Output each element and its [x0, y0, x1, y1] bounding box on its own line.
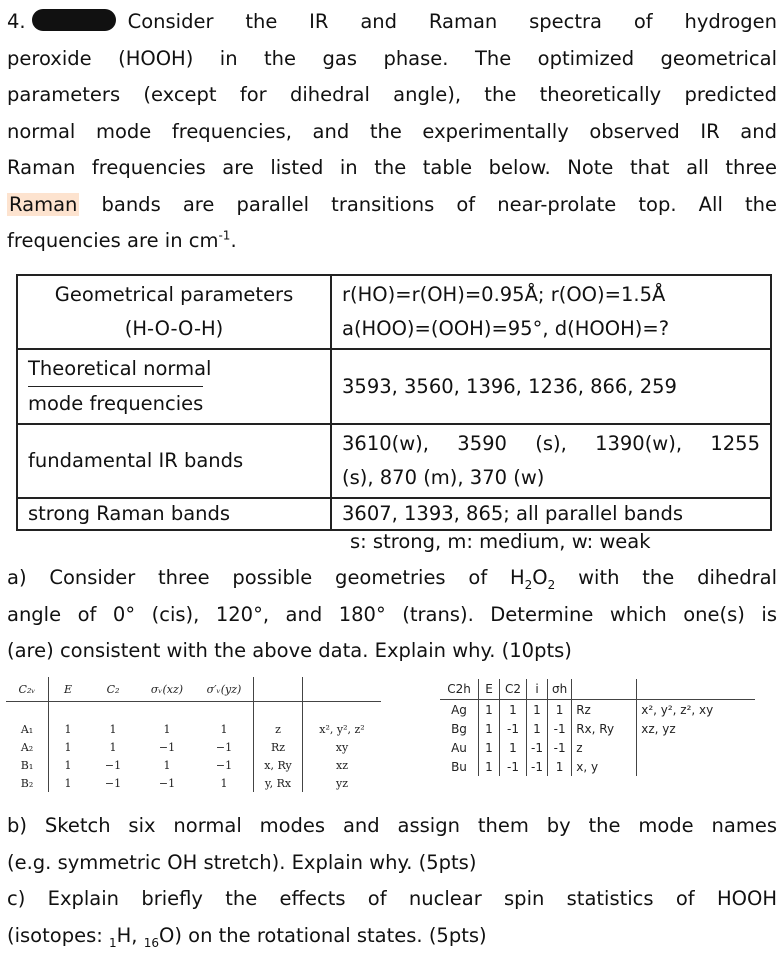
part-a-line-2: angle of 0° (cis), 120°, and 180° (trans). Determine which one(s) is — [7, 602, 777, 626]
spectra-data-table — [16, 274, 772, 531]
intro-line-5: Raman frequencies are listed in the table below. Note that all three — [7, 156, 777, 179]
question-number: 4. — [7, 10, 26, 33]
table-row: Bu 1 -1 -1 1 x, y — [440, 757, 755, 776]
part-b — [7, 808, 777, 881]
question-intro: 4. Consider the IR and Raman spectra of hydrogen peroxide (HOOH) in the gas phase. The optimized geometrical parameters (except for dihedral angle), the theoretically predicted normal mode frequencies, and the experimentally observed IR and Raman frequencies are listed in the table below. Note that all three Raman bands are parallel transitions of near-prolate top. All the frequencies are in $cm^{-1}$. — [7, 10, 777, 252]
ir-label-cell: fundamental IR bands — [17, 424, 331, 498]
intensity-legend: s: strong, m: medium, w: weak — [350, 530, 651, 553]
table-header-row: C2h E C2 i σh — [440, 679, 755, 700]
intro-line-2: peroxide (HOOH) in the gas phase. The optimized geometrical — [7, 46, 777, 70]
c2v-character-table — [6, 677, 381, 792]
highlighted-word: Raman — [9, 192, 78, 216]
table-row: Ag 1 1 1 1 Rz x², y², z², xy — [440, 700, 755, 720]
theo-value-cell: 3593, 3560, 1396, 1236, 866, 259 — [331, 349, 771, 424]
raman-label-cell: strong Raman bands — [17, 498, 331, 530]
table-row: Bg 1 -1 1 -1 Rx, Ry xz, yz — [440, 719, 755, 738]
table-row — [17, 349, 771, 424]
intro-line-7: frequencies are in cm — [7, 229, 219, 252]
unit-exponent: -1 — [218, 228, 231, 243]
table-row — [17, 275, 771, 349]
redaction-mark — [32, 9, 116, 31]
intro-line-1: Consider the IR and Raman spectra of hydrogen — [127, 10, 777, 33]
part-a: a) Consider three possible geometries of $H_2O_2$ with the dihedral angle of 0° (cis), 120°, and 180° (trans). Determine which one(s) is (are) consistent with the above data. Explain why. (10pts) — [7, 560, 777, 670]
part-c: c) Explain briefly the effects of nuclear spin statistics of HOOH (isotopes: $_1$H, $_{16}$O) on the rotational states. (5pts) — [7, 881, 777, 954]
raman-value-cell: 3607, 1393, 865; all parallel bands — [331, 498, 771, 530]
geom-value-cell: r(HO)=r(OH)=0.95Å; r(OO)=1.5Å a(HOO)=(OOH)=95°, d(HOOH)=? — [331, 275, 771, 349]
part-b-line-1: b) Sketch six normal modes and assign them by the mode names — [7, 814, 777, 837]
theo-label-cell: Theoretical normal mode frequencies — [17, 349, 331, 424]
intro-line-4: normal mode frequencies, and the experimentally observed IR and — [7, 119, 777, 143]
part-b-line-2: (e.g. symmetric OH stretch). Explain why. (5pts) — [7, 850, 477, 874]
table-row: A₂ 1 1 −1 −1 Rz xy — [6, 738, 381, 756]
table-row — [17, 424, 771, 498]
c2h-character-table — [440, 679, 755, 776]
part-a-line-3: (are) consistent with the above data. Explain why. (10pts) — [7, 639, 572, 662]
intro-line-6: bands are parallel transitions of near-prolate top. All the — [101, 192, 777, 216]
table-row: B₁ 1 −1 1 −1 x, Ry xz — [6, 756, 381, 774]
table-row: A₁ 1 1 1 1 z x², y², z² — [6, 720, 381, 738]
table-row: Au 1 1 -1 -1 z — [440, 738, 755, 757]
part-c-line-1: c) Explain briefly the effects of nuclear spin statistics of HOOH — [7, 887, 777, 910]
table-header-row: C₂ᵥ E C₂ σᵥ(xz) σ′ᵥ(yz) — [6, 677, 381, 702]
table-row: B₂ 1 −1 −1 1 y, Rx yz — [6, 774, 381, 792]
ir-value-cell: 3610(w), 3590 (s), 1390(w), 1255 (s), 870 (m), 370 (w) — [331, 424, 771, 498]
geom-label-cell: Geometrical parameters (H-O-O-H) — [17, 275, 331, 349]
intro-line-3: parameters (except for dihedral angle), the theoretically predicted — [7, 83, 777, 106]
